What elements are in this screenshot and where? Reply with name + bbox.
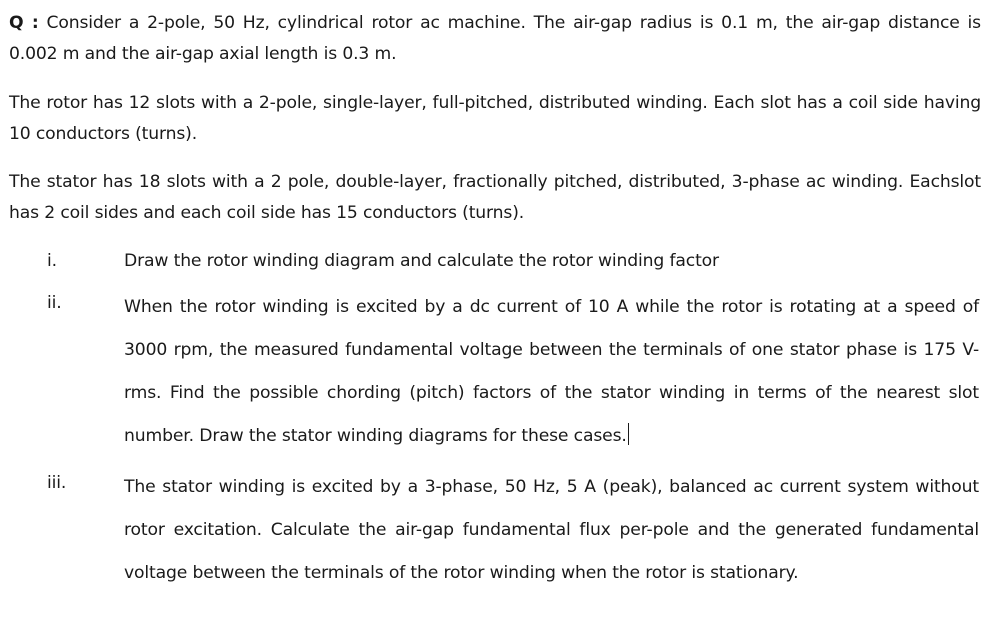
item-text: Draw the rotor winding diagram and calculate the rotor winding factor	[124, 251, 719, 271]
item-numeral: ii.	[47, 293, 62, 313]
item-text: When the rotor winding is excited by a dc current of 10 A while the rotor is rotating at a speed of 3000 rpm, the measured fundamental voltage between the terminals of one stator phase is 175 V-rms. Find the possible chording (pitch) factors of the stator winding in terms of the nearest slot number. Draw the stator winding diagrams for these cases.	[124, 297, 979, 446]
list-item	[9, 244, 981, 278]
item-text-container[interactable]	[124, 286, 979, 458]
question-intro-text: Consider a 2-pole, 50 Hz, cylindrical rotor ac machine. The air-gap radius is 0.1 m, the air-gap distance is 0.002 m and the air-gap axial length is 0.3 m.	[9, 13, 981, 64]
item-text: The stator winding is excited by a 3-phase, 50 Hz, 5 A (peak), balanced ac current system without rotor excitation. Calculate the air-gap fundamental flux per-pole and the generated fundamental voltage between the terminals of the rotor winding when the rotor is stationary.	[124, 477, 979, 583]
list-item	[9, 466, 981, 595]
parts-list	[9, 244, 981, 595]
item-numeral: i.	[47, 251, 57, 271]
question-label: Q :	[9, 13, 39, 33]
question-intro	[9, 8, 981, 69]
text-cursor	[628, 423, 629, 445]
rotor-description: The rotor has 12 slots with a 2-pole, single-layer, full-pitched, distributed winding. Each slot has a coil side having 10 conductors (turns).	[9, 93, 981, 144]
stator-description: The stator has 18 slots with a 2 pole, double-layer, fractionally pitched, distributed, 3-phase ac winding. Eachslot has 2 coil sides and each coil side has 15 conductors (turns).	[9, 172, 981, 223]
list-item	[9, 286, 981, 458]
item-numeral: iii.	[47, 473, 67, 493]
